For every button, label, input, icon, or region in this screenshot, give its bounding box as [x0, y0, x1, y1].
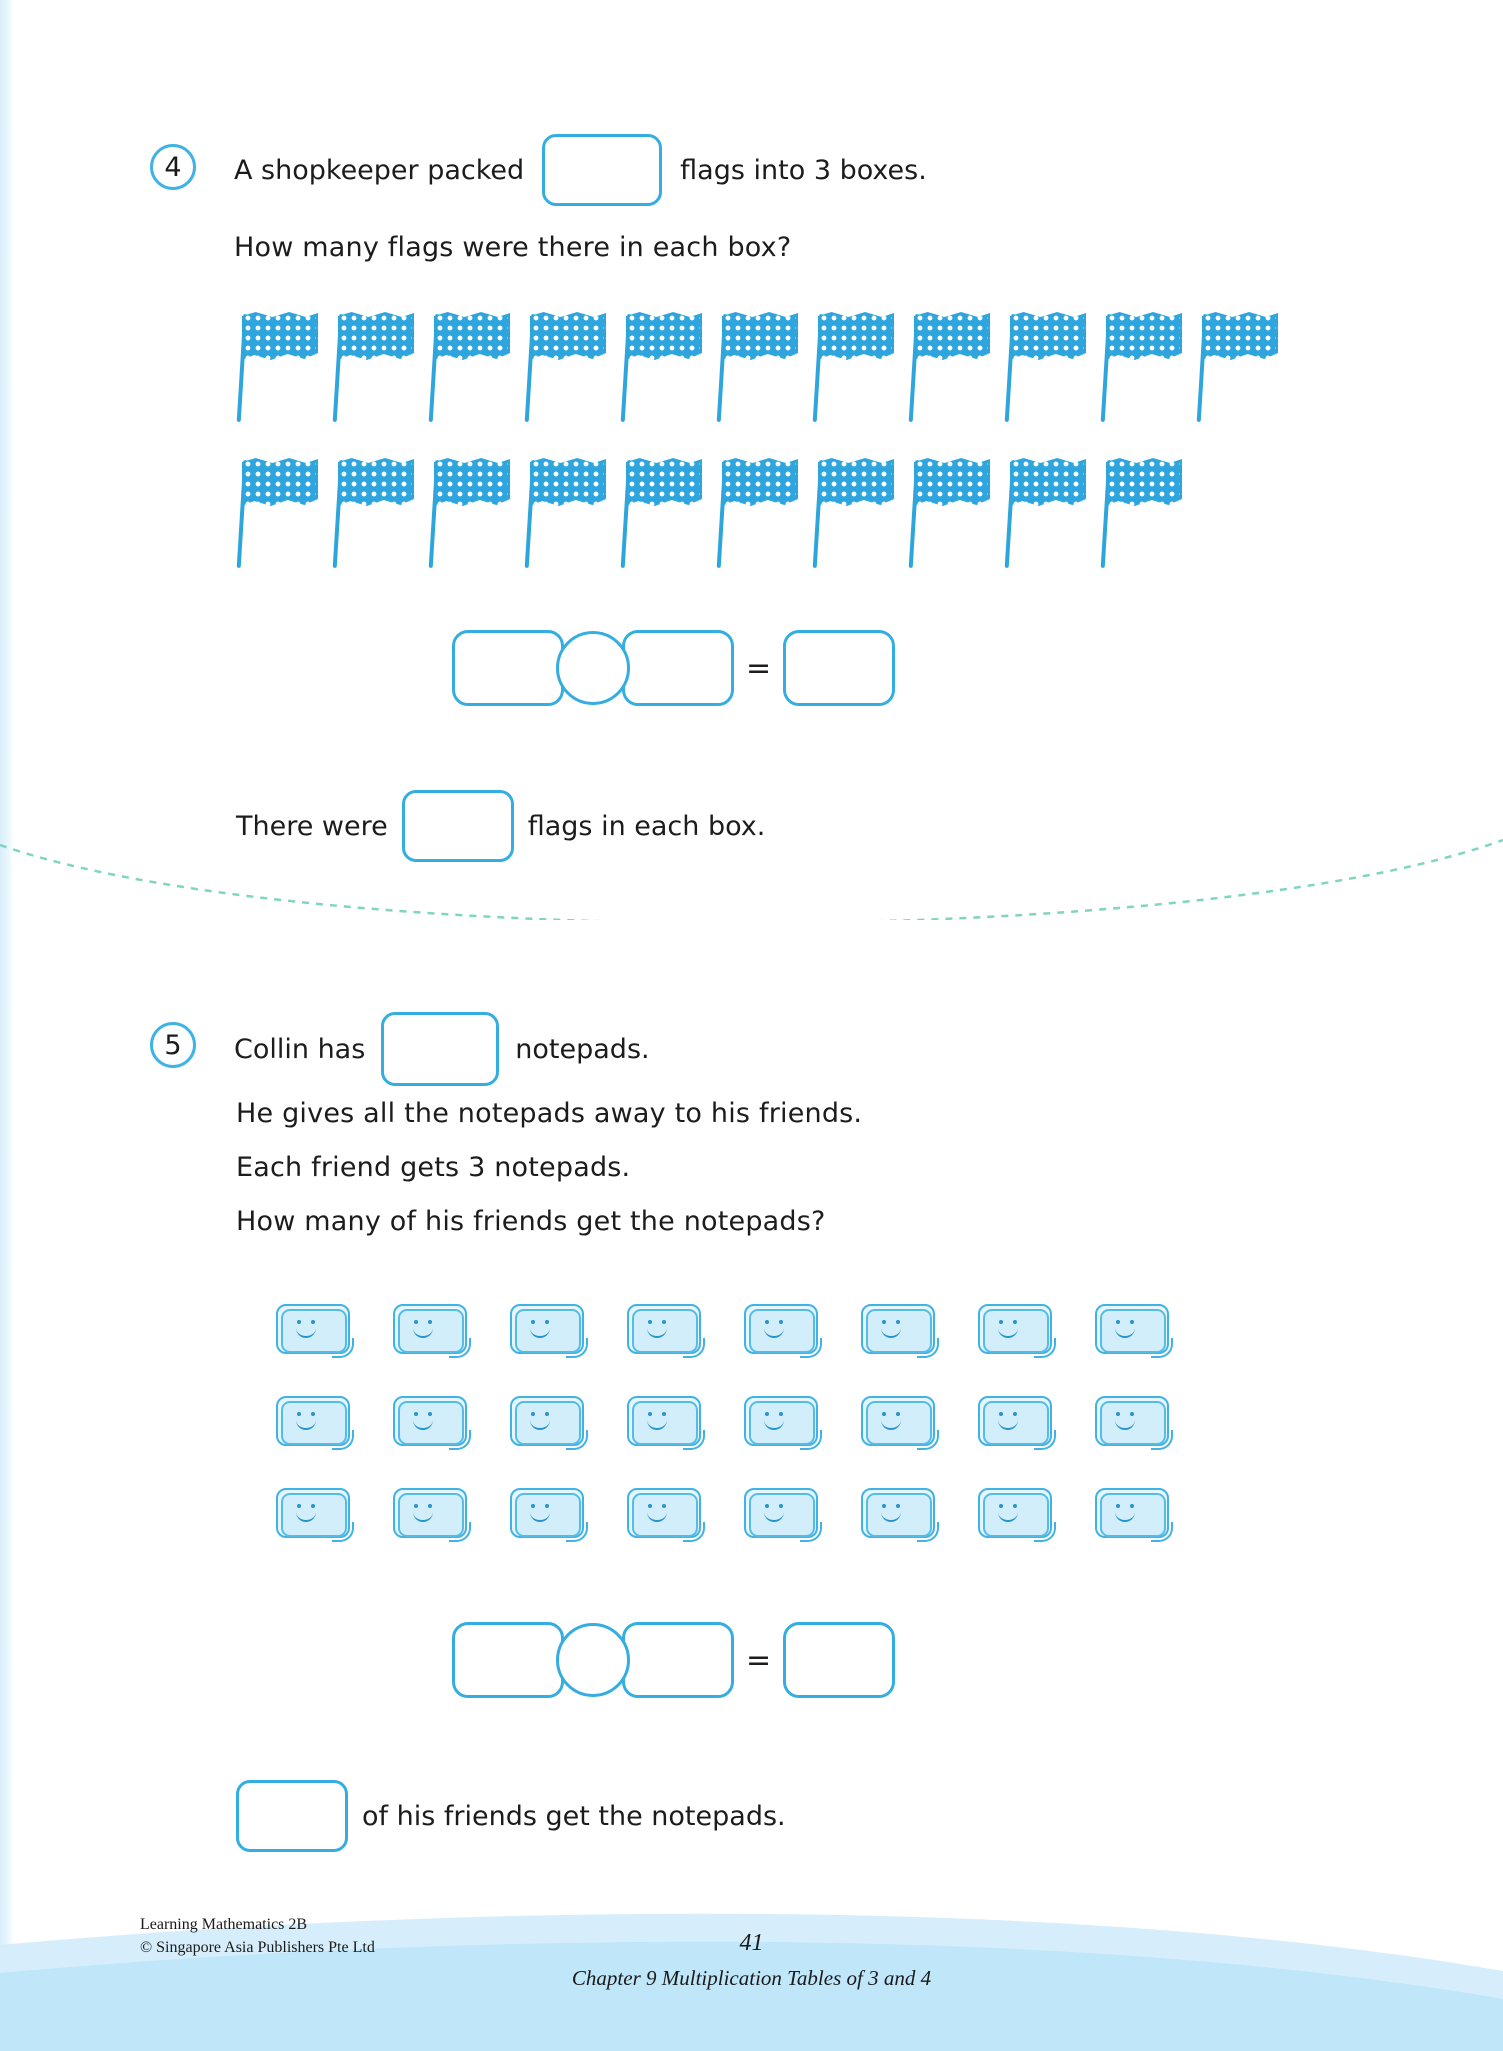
flag-icon — [904, 458, 1000, 568]
flag-icon — [1000, 458, 1096, 568]
flag-icon — [328, 312, 424, 422]
flag-icon — [232, 458, 328, 568]
question-5-notepad-row-1 — [272, 1300, 1177, 1362]
notepad-icon — [740, 1392, 826, 1454]
question-5-answer-blank[interactable] — [236, 1780, 348, 1852]
notepad-icon — [857, 1300, 943, 1362]
page-edge-decoration — [0, 0, 14, 2051]
question-4-flag-row-1 — [232, 312, 1288, 422]
footer-publisher: © Singapore Asia Publishers Pte Ltd — [140, 1938, 375, 1956]
question-4-flag-row-2 — [232, 458, 1192, 568]
question-4-blank-quantity[interactable] — [542, 134, 662, 206]
footer-book-title: Learning Mathematics 2B — [140, 1915, 308, 1933]
flag-icon — [520, 458, 616, 568]
flag-icon — [328, 458, 424, 568]
notepad-icon — [623, 1300, 709, 1362]
flag-icon — [1000, 312, 1096, 422]
notepad-icon — [974, 1484, 1060, 1546]
flag-icon — [1192, 312, 1288, 422]
equals-sign: = — [746, 1642, 772, 1678]
notepad-icon — [740, 1484, 826, 1546]
answer-text-after: of his friends get the notepads. — [362, 1800, 786, 1832]
question-4-line-1 — [234, 134, 927, 206]
question-5-line-2: He gives all the notepads away to his friends. — [236, 1098, 863, 1129]
notepad-icon — [1091, 1392, 1177, 1454]
equation-result[interactable] — [783, 1622, 895, 1698]
answer-text-before: There were — [236, 810, 388, 842]
notepad-icon — [1091, 1300, 1177, 1362]
flag-icon — [616, 312, 712, 422]
flag-icon — [1096, 312, 1192, 422]
flag-icon — [712, 458, 808, 568]
notepad-icon — [389, 1484, 475, 1546]
section-divider — [0, 820, 1503, 920]
page-number: 41 — [739, 1930, 764, 1956]
notepad-icon — [974, 1392, 1060, 1454]
notepad-icon — [623, 1484, 709, 1546]
notepad-icon — [857, 1484, 943, 1546]
equation-result[interactable] — [783, 630, 895, 706]
equals-sign: = — [746, 650, 772, 686]
question-5-blank-quantity[interactable] — [381, 1012, 499, 1086]
answer-text-after: flags in each box. — [527, 810, 766, 842]
notepad-icon — [389, 1300, 475, 1362]
question-5-text-after: notepads. — [515, 1033, 650, 1065]
flag-icon — [808, 458, 904, 568]
question-4-equation — [452, 630, 895, 706]
footer-chapter-title: Chapter 9 Multiplication Tables of 3 and 4 — [571, 1966, 932, 1990]
notepad-icon — [272, 1300, 358, 1362]
notepad-icon — [272, 1484, 358, 1546]
question-4-text-after: flags into 3 boxes. — [680, 154, 927, 186]
notepad-icon — [623, 1392, 709, 1454]
question-4-line-2: How many flags were there in each box? — [234, 232, 792, 263]
equation-operator-circle[interactable] — [556, 631, 630, 705]
equation-operator-circle[interactable] — [556, 1623, 630, 1697]
question-number-4: 4 — [150, 144, 196, 190]
flag-icon — [712, 312, 808, 422]
flag-icon — [520, 312, 616, 422]
equation-operand-2[interactable] — [622, 1622, 734, 1698]
question-5-line-4: How many of his friends get the notepads? — [236, 1206, 826, 1237]
notepad-icon — [974, 1300, 1060, 1362]
notepad-icon — [389, 1392, 475, 1454]
question-5-text-before: Collin has — [234, 1033, 366, 1065]
question-5-answer-sentence — [236, 1780, 786, 1852]
question-5-notepad-row-3 — [272, 1484, 1177, 1546]
question-5-notepad-row-2 — [272, 1392, 1177, 1454]
notepad-icon — [272, 1392, 358, 1454]
question-5-equation — [452, 1622, 895, 1698]
question-4-text-before: A shopkeeper packed — [234, 154, 525, 186]
flag-icon — [232, 312, 328, 422]
notepad-icon — [506, 1392, 592, 1454]
equation-operand-1[interactable] — [452, 1622, 564, 1698]
flag-icon — [424, 458, 520, 568]
notepad-icon — [1091, 1484, 1177, 1546]
question-5-line-1 — [234, 1012, 650, 1086]
notepad-icon — [740, 1300, 826, 1362]
equation-operand-2[interactable] — [622, 630, 734, 706]
notepad-icon — [506, 1484, 592, 1546]
equation-operand-1[interactable] — [452, 630, 564, 706]
flag-icon — [424, 312, 520, 422]
question-5-line-3: Each friend gets 3 notepads. — [236, 1152, 631, 1183]
question-number-5: 5 — [150, 1022, 196, 1068]
notepad-icon — [506, 1300, 592, 1362]
flag-icon — [616, 458, 712, 568]
flag-icon — [904, 312, 1000, 422]
flag-icon — [1096, 458, 1192, 568]
notepad-icon — [857, 1392, 943, 1454]
flag-icon — [808, 312, 904, 422]
